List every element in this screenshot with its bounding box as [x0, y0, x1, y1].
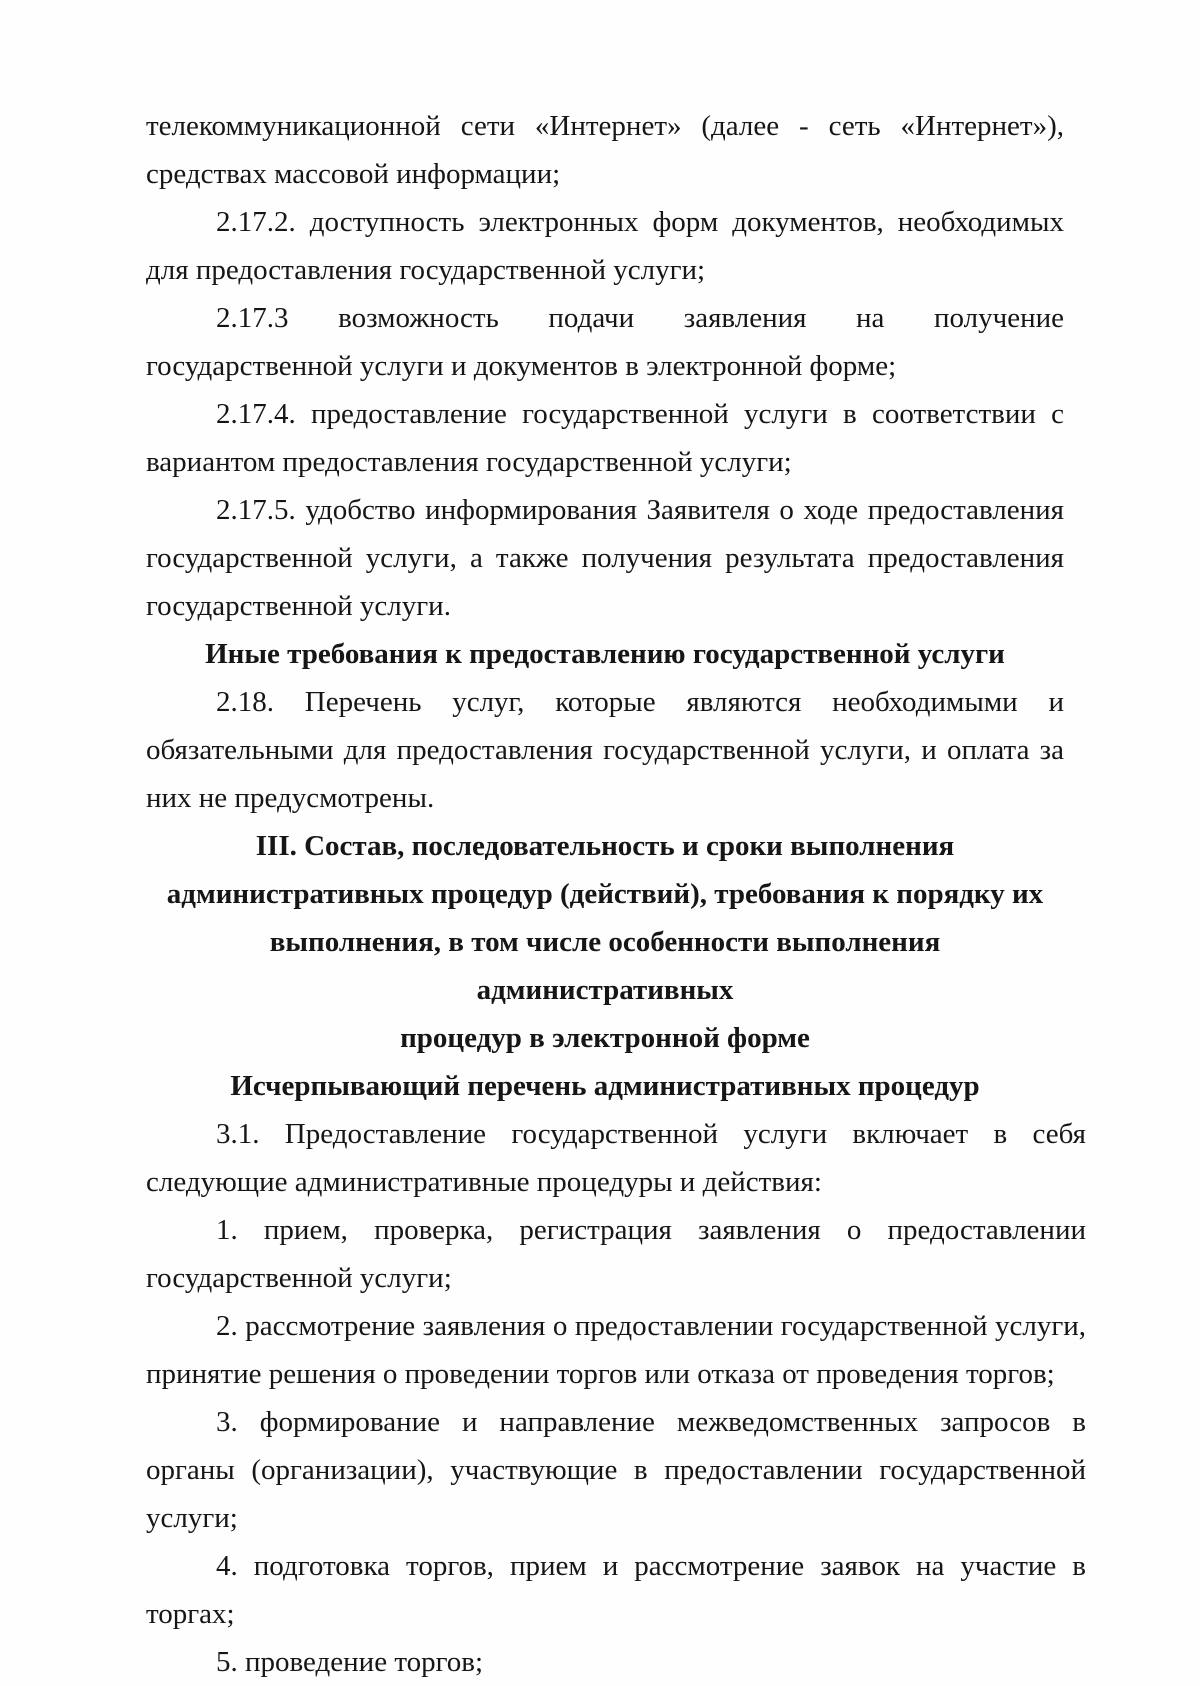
- section-3-title: [146, 822, 1064, 1062]
- paragraph-2-17-5: 2.17.5. удобство информирования Заявителя о ходе предоставления государственной услуги, а также получения результата предоставления государственной услуги.: [146, 494, 1064, 622]
- section-title-line-1: III. Состав, последовательность и сроки выполнения: [255, 830, 955, 862]
- section-title-line-3: выполнения, в том числе особенности выполнения административных: [269, 926, 941, 1006]
- paragraph-2-17-4: 2.17.4. предоставление государственной услуги в соответствии с вариантом предоставления государственной услуги;: [146, 398, 1064, 478]
- paragraph-2-18: 2.18. Перечень услуг, которые являются необходимыми и обязательными для предоставления государственной услуги, и оплата за них не предусмотрены.: [146, 686, 1064, 814]
- section-title-line-4: процедур в электронной форме: [400, 1022, 810, 1054]
- paragraph-2-17-3: 2.17.3 возможность подачи заявления на получение государственной услуги и документов в электронной форме;: [146, 302, 1064, 382]
- section-title-line-2: административных процедур (действий), требования к порядку их: [166, 878, 1044, 910]
- list-item: 3. формирование и направление межведомственных запросов в органы (организации), участвующие в предоставлении государственной услуги;: [146, 1406, 1086, 1534]
- heading-procedures-list: Исчерпывающий перечень административных процедур: [230, 1070, 980, 1102]
- paragraph-continuation: телекоммуникационной сети «Интернет» (далее - сеть «Интернет»), средствах массовой информации;: [146, 110, 1064, 190]
- paragraph-2-17-2: 2.17.2. доступность электронных форм документов, необходимых для предоставления государственной услуги;: [146, 206, 1064, 286]
- list-item: 2. рассмотрение заявления о предоставлении государственной услуги, принятие решения о проведении торгов или отказа от проведения торгов;: [146, 1310, 1086, 1390]
- list-item: 4. подготовка торгов, прием и рассмотрение заявок на участие в торгах;: [146, 1550, 1086, 1630]
- document-body: [146, 102, 1086, 1686]
- list-item: 5. проведение торгов;: [216, 1646, 484, 1678]
- list-item: 1. прием, проверка, регистрация заявления о предоставлении государственной услуги;: [146, 1214, 1086, 1294]
- heading-other-requirements: Иные требования к предоставлению государственной услуги: [205, 638, 1005, 670]
- paragraph-3-1: 3.1. Предоставление государственной услуги включает в себя следующие административные процедуры и действия:: [146, 1118, 1086, 1198]
